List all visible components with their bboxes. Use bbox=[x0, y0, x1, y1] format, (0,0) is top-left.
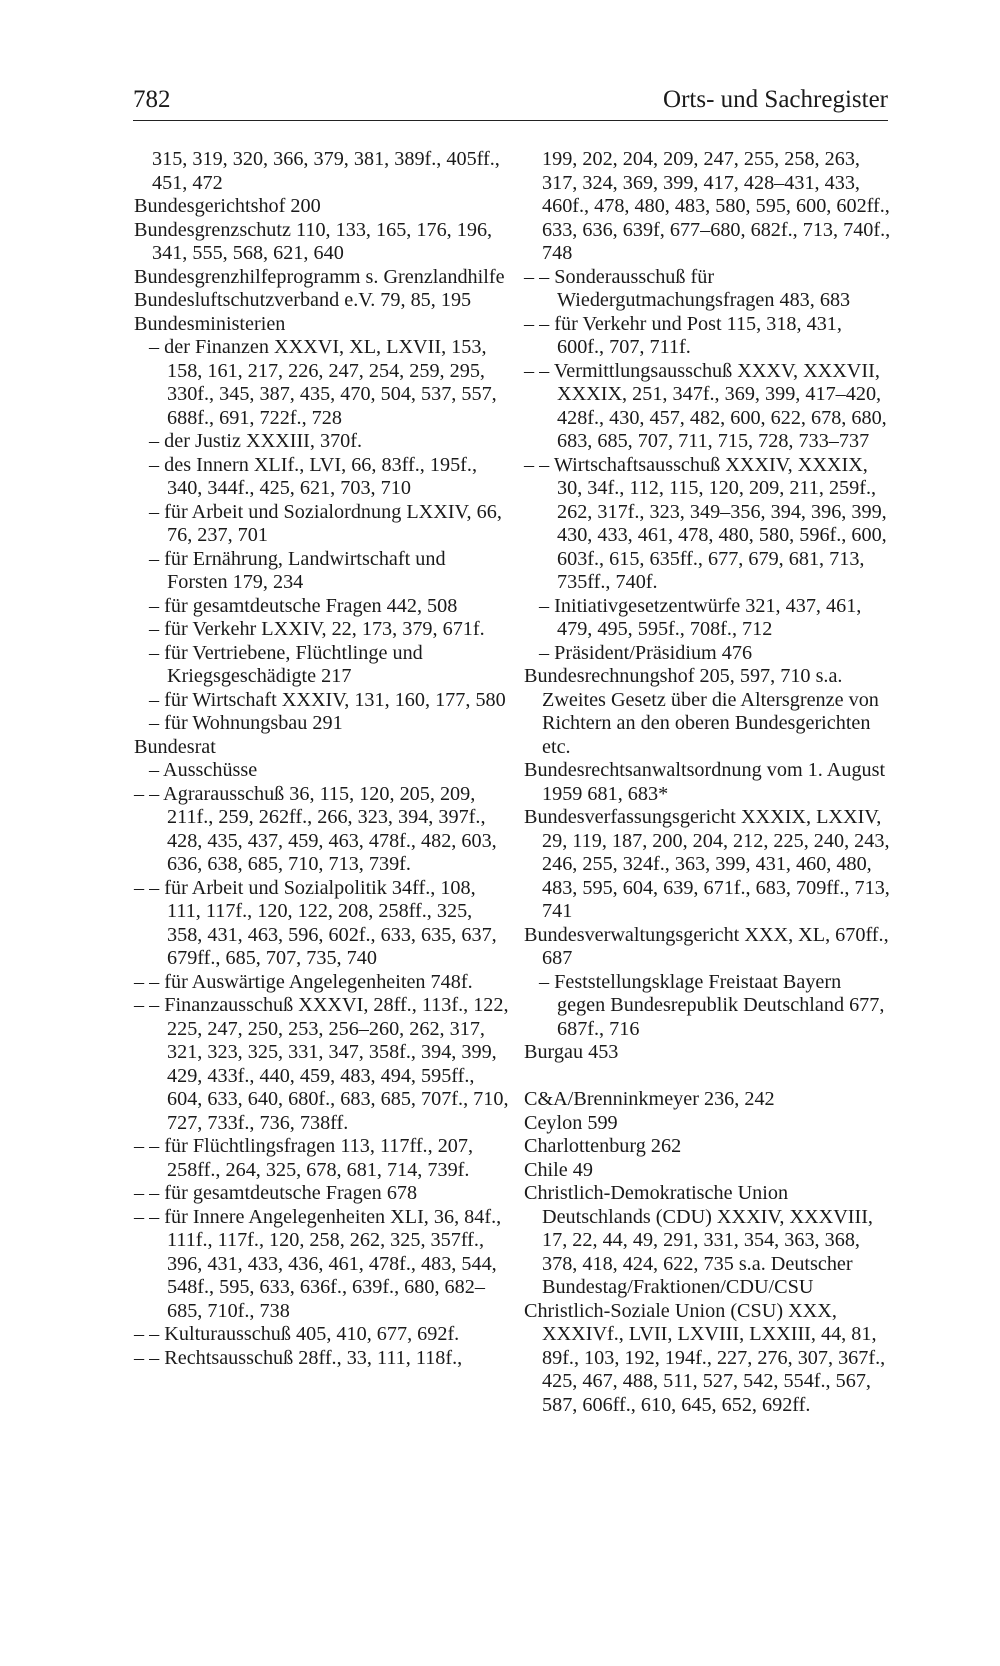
index-entry: – – Sonderausschuß für Wiedergutmachungsfragen 483, 683 bbox=[524, 265, 851, 311]
index-entry: – Initiativgesetzentwürfe 321, 437, 461, 479, 495, 595f., 708f., 712 bbox=[539, 594, 862, 640]
index-entry: – – Finanzausschuß XXXVI, 28ff., 113f., 122, 225, 247, 250, 253, 256–260, 262, 317, 321, 323, 325, 331, 347, 358f., 394, 399, 429, 433f., 440, 459, 483, 494, 595ff., 604, 633, 640, 680f., 683, 685, 707f., 710, 727, 733f., 736, 738ff. bbox=[134, 994, 509, 1134]
index-entry: – – für Verkehr und Post 115, 318, 431, 600f., 707, 711f. bbox=[524, 312, 842, 358]
index-entry: – – Agrarausschuß 36, 115, 120, 205, 209, 211f., 259, 262ff., 266, 323, 394, 397f., 428, 435, 437, 459, 463, 478f., 482, 603, 636, 638, 685, 710, 713, 739f. bbox=[134, 782, 497, 875]
index-column-left bbox=[134, 148, 509, 1370]
index-entry: Charlottenburg 262 bbox=[524, 1135, 682, 1157]
index-entry: Bundesrechtsanwaltsordnung vom 1. August 1959 681, 683* bbox=[524, 759, 886, 805]
index-entry: Bundesverwaltungsgericht XXX, XL, 670ff., 687 bbox=[524, 923, 889, 969]
index-entry: Bundesgrenzhilfeprogramm s. Grenzlandhilfe bbox=[134, 265, 505, 288]
index-entry: – für Wirtschaft XXXIV, 131, 160, 177, 580 bbox=[149, 688, 506, 711]
index-entry: – – Kulturausschuß 405, 410, 677, 692f. bbox=[134, 1323, 460, 1345]
index-entry: Bundesministerien bbox=[134, 312, 286, 335]
index-entry: Bundesrechnungshof 205, 597, 710 s.a. Zweites Gesetz über die Altersgrenze von Richtern an den oberen Bundesgerichten etc. bbox=[524, 665, 879, 758]
index-entry: – der Justiz XXXIII, 370f. bbox=[149, 430, 363, 452]
index-entry: – – für Flüchtlingsfragen 113, 117ff., 207, 258ff., 264, 325, 678, 681, 714, 739f. bbox=[134, 1135, 474, 1181]
index-entry: – – für Auswärtige Angelegenheiten 748f. bbox=[134, 970, 473, 993]
index-entry: – der Finanzen XXXVI, XL, LXVII, 153, 158, 161, 217, 226, 247, 254, 259, 295, 330f., 345, 387, 435, 470, 504, 537, 557, 688f., 691, 722f., 728 bbox=[149, 336, 497, 429]
index-entry: Ceylon 599 bbox=[524, 1111, 618, 1134]
index-entry: – des Innern XLIf., LVI, 66, 83ff., 195f., 340, 344f., 425, 621, 703, 710 bbox=[149, 453, 477, 499]
index-entry: – – Vermittlungsausschuß XXXV, XXXVII, XXXIX, 251, 347f., 369, 399, 417–420, 428f., 430, 457, 482, 600, 622, 678, 680, 683, 685, 707, 711, 715, 728, 733–737 bbox=[524, 359, 887, 452]
page-number: 782 bbox=[133, 86, 171, 113]
letter-section-gap bbox=[524, 1065, 894, 1089]
index-entry: C&A/Brenninkmeyer 236, 242 bbox=[524, 1088, 775, 1110]
running-title: Orts- und Sachregister bbox=[663, 86, 888, 113]
index-entry: – für Vertriebene, Flüchtlinge und Kriegsgeschädigte 217 bbox=[149, 641, 423, 687]
index-entry: – Präsident/Präsidium 476 bbox=[539, 641, 753, 664]
index-entry: Christlich-Demokratische Union Deutschlands (CDU) XXXIV, XXXVIII, 17, 22, 44, 49, 291, 331, 354, 363, 368, 378, 418, 424, 622, 735 s.a. Deutscher Bundestag/Fraktionen/CDU/CSU bbox=[524, 1182, 873, 1298]
index-entry: Bundesluftschutzverband e.V. 79, 85, 195 bbox=[134, 289, 472, 311]
index-entry: Bundesgerichtshof 200 bbox=[134, 195, 321, 217]
index-entry: – für Verkehr LXXIV, 22, 173, 379, 671f. bbox=[149, 618, 485, 640]
index-entry: 199, 202, 204, 209, 247, 255, 258, 263, 317, 324, 369, 399, 417, 428–431, 433, 460f., 478, 480, 483, 580, 595, 600, 602ff., 633, 636, 639f, 677–680, 682f., 713, 740f., 748 bbox=[542, 148, 891, 264]
running-header bbox=[133, 84, 888, 121]
index-entry: Chile 49 bbox=[524, 1158, 593, 1181]
index-entry: – – Rechtsausschuß 28ff., 33, 111, 118f., bbox=[134, 1346, 463, 1369]
index-entry: – für Wohnungsbau 291 bbox=[149, 712, 343, 734]
index-column-right bbox=[524, 148, 894, 1417]
index-entry: – für gesamtdeutsche Fragen 442, 508 bbox=[149, 594, 458, 617]
index-entry: Bundesrat bbox=[134, 735, 216, 758]
index-entry: – – für Innere Angelegenheiten XLI, 36, 84f., 111f., 117f., 120, 258, 262, 325, 357ff., 396, 431, 433, 436, 461, 478f., 483, 544, 548f., 595, 633, 636f., 639f., 680, 682–685, 710f., 738 bbox=[134, 1205, 502, 1322]
index-entry: Bundesgrenzschutz 110, 133, 165, 176, 196, 341, 555, 568, 621, 640 bbox=[134, 218, 493, 264]
index-entry: – – für gesamtdeutsche Fragen 678 bbox=[134, 1182, 418, 1204]
index-entry: Christlich-Soziale Union (CSU) XXX, XXXIVf., LVII, LXVIII, LXXIII, 44, 81, 89f., 103, 192, 194f., 227, 276, 307, 367f., 425, 467, 488, 511, 527, 542, 554f., 567, 587, 606ff., 610, 645, 652, 692ff. bbox=[524, 1299, 886, 1416]
index-entry: – Feststellungsklage Freistaat Bayern gegen Bundesrepublik Deutschland 677, 687f., 716 bbox=[539, 970, 885, 1040]
index-entry: Bundesverfassungsgericht XXXIX, LXXIV, 29, 119, 187, 200, 204, 212, 225, 240, 243, 246, 255, 324f., 363, 399, 431, 460, 480, 483, 595, 604, 639, 671f., 683, 709ff., 713, 741 bbox=[524, 806, 890, 922]
index-entry: – für Ernährung, Landwirtschaft und Forsten 179, 234 bbox=[149, 547, 446, 593]
index-entry: – für Arbeit und Sozialordnung LXXIV, 66, 76, 237, 701 bbox=[149, 500, 502, 546]
index-entry: – – für Arbeit und Sozialpolitik 34ff., 108, 111, 117f., 120, 122, 208, 258ff., 325, 358, 431, 463, 596, 602f., 633, 635, 637, 679ff., 685, 707, 735, 740 bbox=[134, 876, 497, 969]
index-entry: 315, 319, 320, 366, 379, 381, 389f., 405ff., 451, 472 bbox=[152, 148, 500, 194]
index-entry: – – Wirtschaftsausschuß XXXIV, XXXIX, 30, 34f., 112, 115, 120, 209, 211, 259f., 262, 317f., 323, 349–356, 394, 396, 399, 430, 433, 461, 478, 480, 580, 596f., 600, 603f., 615, 635ff., 677, 679, 681, 713, 735ff., 740f. bbox=[524, 453, 887, 593]
index-entry: Burgau 453 bbox=[524, 1041, 619, 1063]
index-entry: – Ausschüsse bbox=[149, 759, 258, 781]
